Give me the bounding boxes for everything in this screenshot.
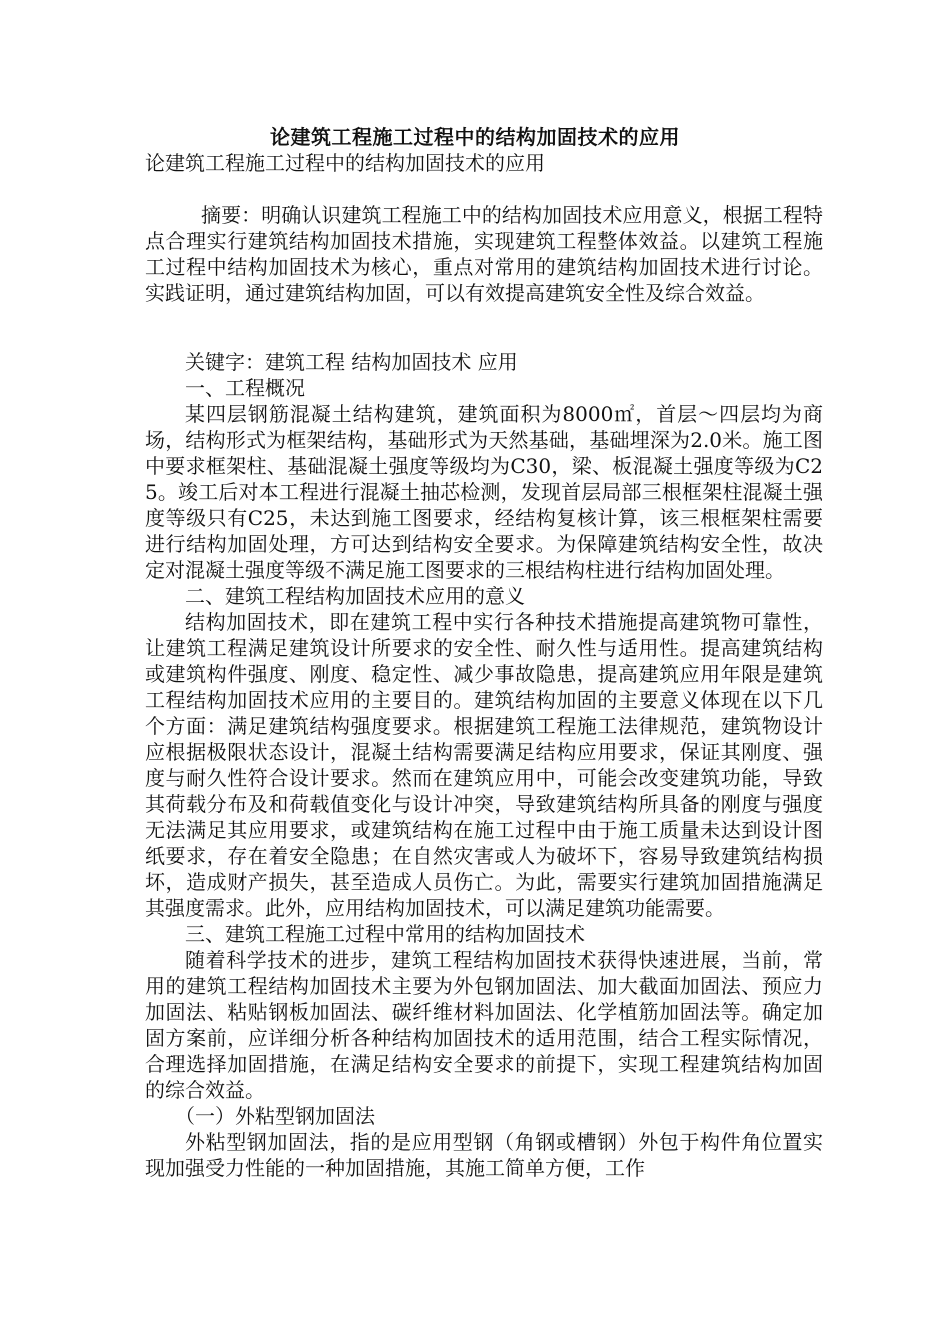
keywords-line: 关键字：建筑工程 结构加固技术 应用 xyxy=(185,350,518,374)
section-2-paragraph: 结构加固技术，即在建筑工程中实行各种技术措施提高建筑物可靠性，让建筑工程满足建筑设计所要求的安全性、耐久性与适用性。提高建筑结构或建筑构件强度、刚度、稳定性、减少事故隐患，提高建筑应用年限是建筑工程结构加固技术应用的主要目的。建筑结构加固的主要意义体现在以下几个方面：满足建筑结构强度要求。根据建筑工程施工法律规范，建筑物设计应根据极限状态设计，混凝土结构需要满足结构应用要求，保证其刚度、强度与耐久性符合设计要求。然而在建筑应用中，可能会改变建筑功能，导致其荷载分布及和荷载值变化与设计冲突，导致建筑结构所具备的刚度与强度无法满足其应用要求，或建筑结构在施工过程中由于施工质量未达到设计图纸要求，存在着安全隐患；在自然灾害或人为破坏下，容易导致建筑结构损坏，造成财产损失，甚至造成人员伤亡。为此，需要实行建筑加固措施满足其强度需求。此外，应用结构加固技术，可以满足建筑功能需要。 xyxy=(145,610,823,920)
document-subtitle: 论建筑工程施工过程中的结构加固技术的应用 xyxy=(145,151,545,175)
abstract-paragraph: 摘要：明确认识建筑工程施工中的结构加固技术应用意义，根据工程特点合理实行建筑结构加固技术措施，实现建筑工程整体效益。以建筑工程施工过程中结构加固技术为核心，重点对常用的建筑结构加固技术进行讨论。实践证明，通过建筑结构加固，可以有效提高建筑安全性及综合效益。 xyxy=(145,203,823,305)
abstract-block xyxy=(145,202,823,306)
section-3-paragraph: 随着科学技术的进步，建筑工程结构加固技术获得快速进展，当前，常用的建筑工程结构加固技术主要为外包钢加固法、加大截面加固法、预应力加固法、粘贴钢板加固法、碳纤维材料加固法、化学植筋加固法等。确定加固方案前，应详细分析各种结构加固技术的适用范围，结合工程实际情况，合理选择加固措施，在满足结构安全要求的前提下，实现工程建筑结构加固的综合效益。 xyxy=(145,948,823,1102)
main-body xyxy=(145,349,823,1181)
section-2-heading: 二、建筑工程结构加固技术应用的意义 xyxy=(185,584,525,608)
section-3-1-paragraph: 外粘型钢加固法，指的是应用型钢（角钢或槽钢）外包于构件角位置实现加强受力性能的一种加固措施，其施工简单方便，工作 xyxy=(145,1130,823,1180)
document-title: 论建筑工程施工过程中的结构加固技术的应用 xyxy=(270,125,680,149)
section-3-heading: 三、建筑工程施工过程中常用的结构加固技术 xyxy=(185,922,585,946)
section-3-1-heading: （一）外粘型钢加固法 xyxy=(175,1104,375,1128)
section-1-heading: 一、工程概况 xyxy=(185,376,305,400)
section-1-paragraph: 某四层钢筋混凝土结构建筑，建筑面积为8000㎡，首层～四层均为商场，结构形式为框架结构，基础形式为天然基础，基础埋深为2.0米。施工图中要求框架柱、基础混凝土强度等级均为C30，梁、板混凝土强度等级为C25。竣工后对本工程进行混凝土抽芯检测，发现首层局部三根框架柱混凝土强度等级只有C25，未达到施工图要求，经结构复核计算，该三根框架柱需要进行结构加固处理，方可达到结构安全要求。为保障建筑结构安全性，故决定对混凝土强度等级不满足施工图要求的三根结构柱进行结构加固处理。 xyxy=(145,402,823,582)
